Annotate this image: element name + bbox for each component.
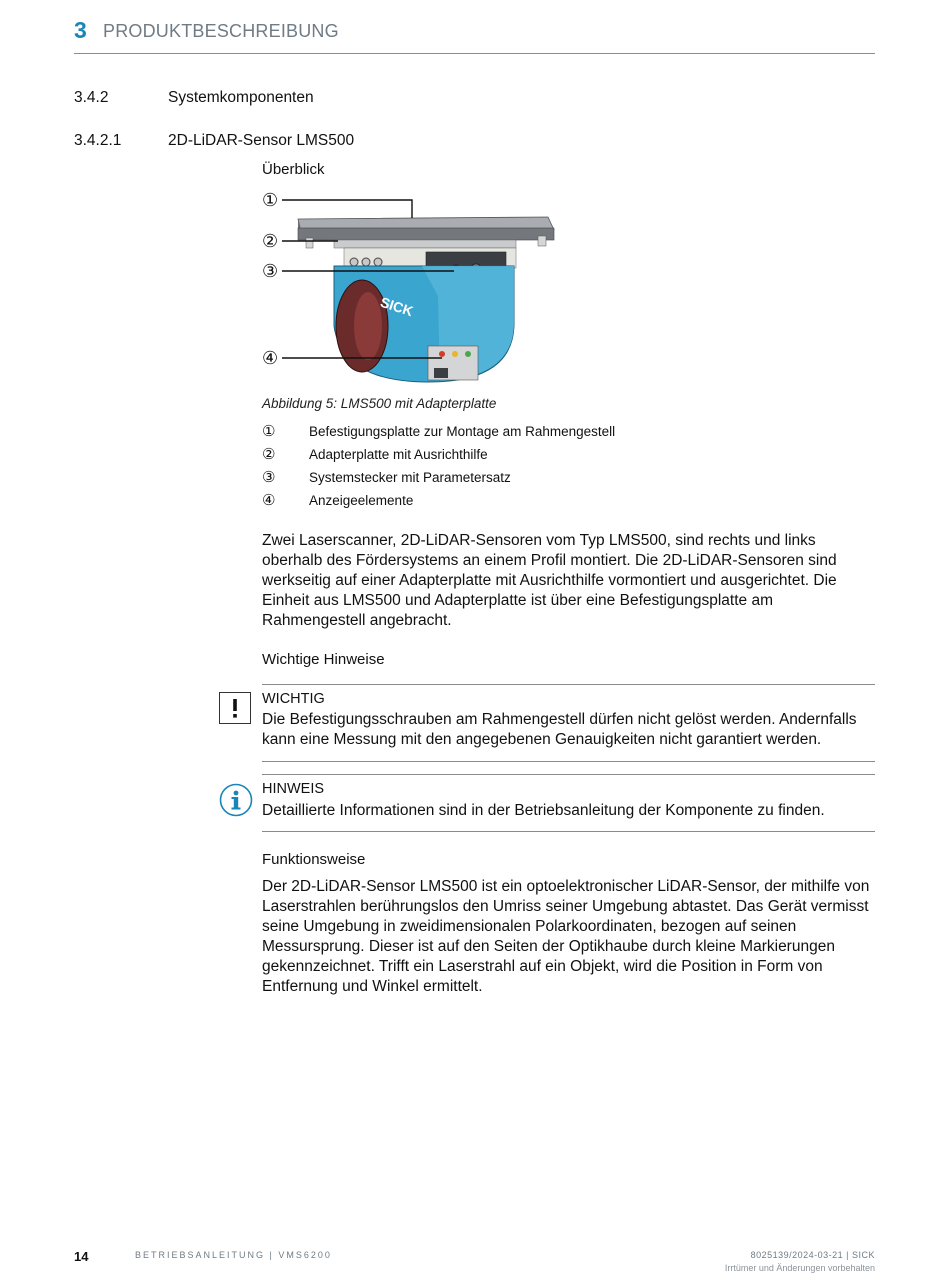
function-paragraph: Der 2D-LiDAR-Sensor LMS500 ist ein optoelektronischer LiDAR-Sensor, der mithilfe von Laserstrahlen berührungslos den Umriss seiner Umgebung abtastet. Das Gerät vermisst seine Umgebung in zweidimensionalen Polarkoordinaten, bezogen auf seinen Messursprung. Dieser ist auf den Seiten der Optikhaube durch kleine Markierungen gekennzeichnet. Trifft ein Laserstrahl auf ein Objekt, wird die Position in Form von Entfernung und Winkel ermittelt.: [262, 878, 870, 995]
wichtig-text: Die Befestigungsschrauben am Rahmengestell dürfen nicht gelöst werden. Andernfalls kann eine Messung mit den angegebenen Genauigkeiten nicht garantiert werden.: [262, 711, 857, 748]
optics-window: [354, 292, 382, 360]
subsection-title: 2D-LiDAR-Sensor LMS500: [168, 132, 355, 149]
status-led: [465, 351, 471, 357]
callout-line-1: [282, 200, 412, 218]
overview-heading: Überblick: [262, 161, 325, 178]
legend-text-3: Systemstecker mit Parametersatz: [309, 470, 511, 485]
intro-paragraph: Zwei Laserscanner, 2D-LiDAR-Sensoren vom Typ LMS500, sind rechts und links oberhalb des Fördersystems an einem Profil montiert. Die 2D-LiDAR-Sensoren sind werkseitig auf einer Adapterplatte mit Ausrichthilfe vormontiert und ausgerichtet. Die Einheit aus LMS500 und Adapterplatte ist über eine Befestigungsplatte am Rahmengestell angebracht.: [262, 532, 837, 629]
legend-text-2: Adapterplatte mit Ausrichthilfe: [309, 447, 488, 462]
adapter-plate: [334, 240, 516, 248]
connector: [350, 258, 358, 266]
callout-4: ④: [262, 348, 279, 369]
connector: [362, 258, 370, 266]
display-element: [434, 368, 448, 378]
hinweis-text: Detaillierte Informationen sind in der Betriebsanleitung der Komponente zu finden.: [262, 802, 825, 819]
callout-3: ③: [262, 261, 279, 282]
callout-1: ①: [262, 190, 279, 211]
legend-marker-3: ③: [262, 469, 276, 486]
wichtig-label: WICHTIG: [262, 691, 325, 707]
legend-text-1: Befestigungsplatte zur Montage am Rahmengestell: [309, 424, 616, 439]
section-title: Systemkomponenten: [168, 89, 314, 106]
legend-text-4: Anzeigeelemente: [309, 493, 414, 508]
wichtig-top-rule: [262, 684, 875, 685]
lms500-illustration: [262, 186, 562, 386]
callout-2: ②: [262, 231, 279, 252]
connector: [374, 258, 382, 266]
lms500-figure: [262, 186, 562, 386]
hinweis-bottom-rule: [262, 831, 875, 832]
important-notes-heading: Wichtige Hinweise: [262, 651, 385, 668]
hinweis-label: HINWEIS: [262, 781, 325, 797]
hinweis-top-rule: [262, 774, 875, 775]
footer-document-title: BETRIEBSANLEITUNG | VMS6200: [135, 1250, 332, 1260]
screw: [306, 238, 313, 248]
page-number: 14: [74, 1249, 89, 1264]
status-led: [452, 351, 458, 357]
status-led: [439, 351, 445, 357]
figure-caption: Abbildung 5: LMS500 mit Adapterplatte: [262, 396, 497, 411]
section-number: 3.4.2: [74, 89, 109, 106]
legend-marker-4: ④: [262, 492, 276, 509]
exclamation-icon: [219, 692, 251, 724]
legend-marker-2: ②: [262, 446, 276, 463]
info-icon: [219, 783, 253, 817]
footer-disclaimer: Irrtümer und Änderungen vorbehalten: [724, 1263, 875, 1273]
legend-marker-1: ①: [262, 423, 276, 440]
footer-reference: 8025139/2024-03-21 | SICK: [750, 1250, 875, 1260]
sick-logo: SICK: [378, 293, 416, 320]
chapter-number: 3: [74, 17, 87, 43]
wichtig-bottom-rule: [262, 761, 875, 762]
mounting-plate-side: [298, 228, 554, 240]
chapter-title: PRODUKTBESCHREIBUNG: [103, 21, 339, 41]
subsection-number: 3.4.2.1: [74, 132, 122, 149]
function-heading: Funktionsweise: [262, 851, 366, 868]
header-divider: [74, 53, 875, 54]
screw: [538, 236, 546, 246]
